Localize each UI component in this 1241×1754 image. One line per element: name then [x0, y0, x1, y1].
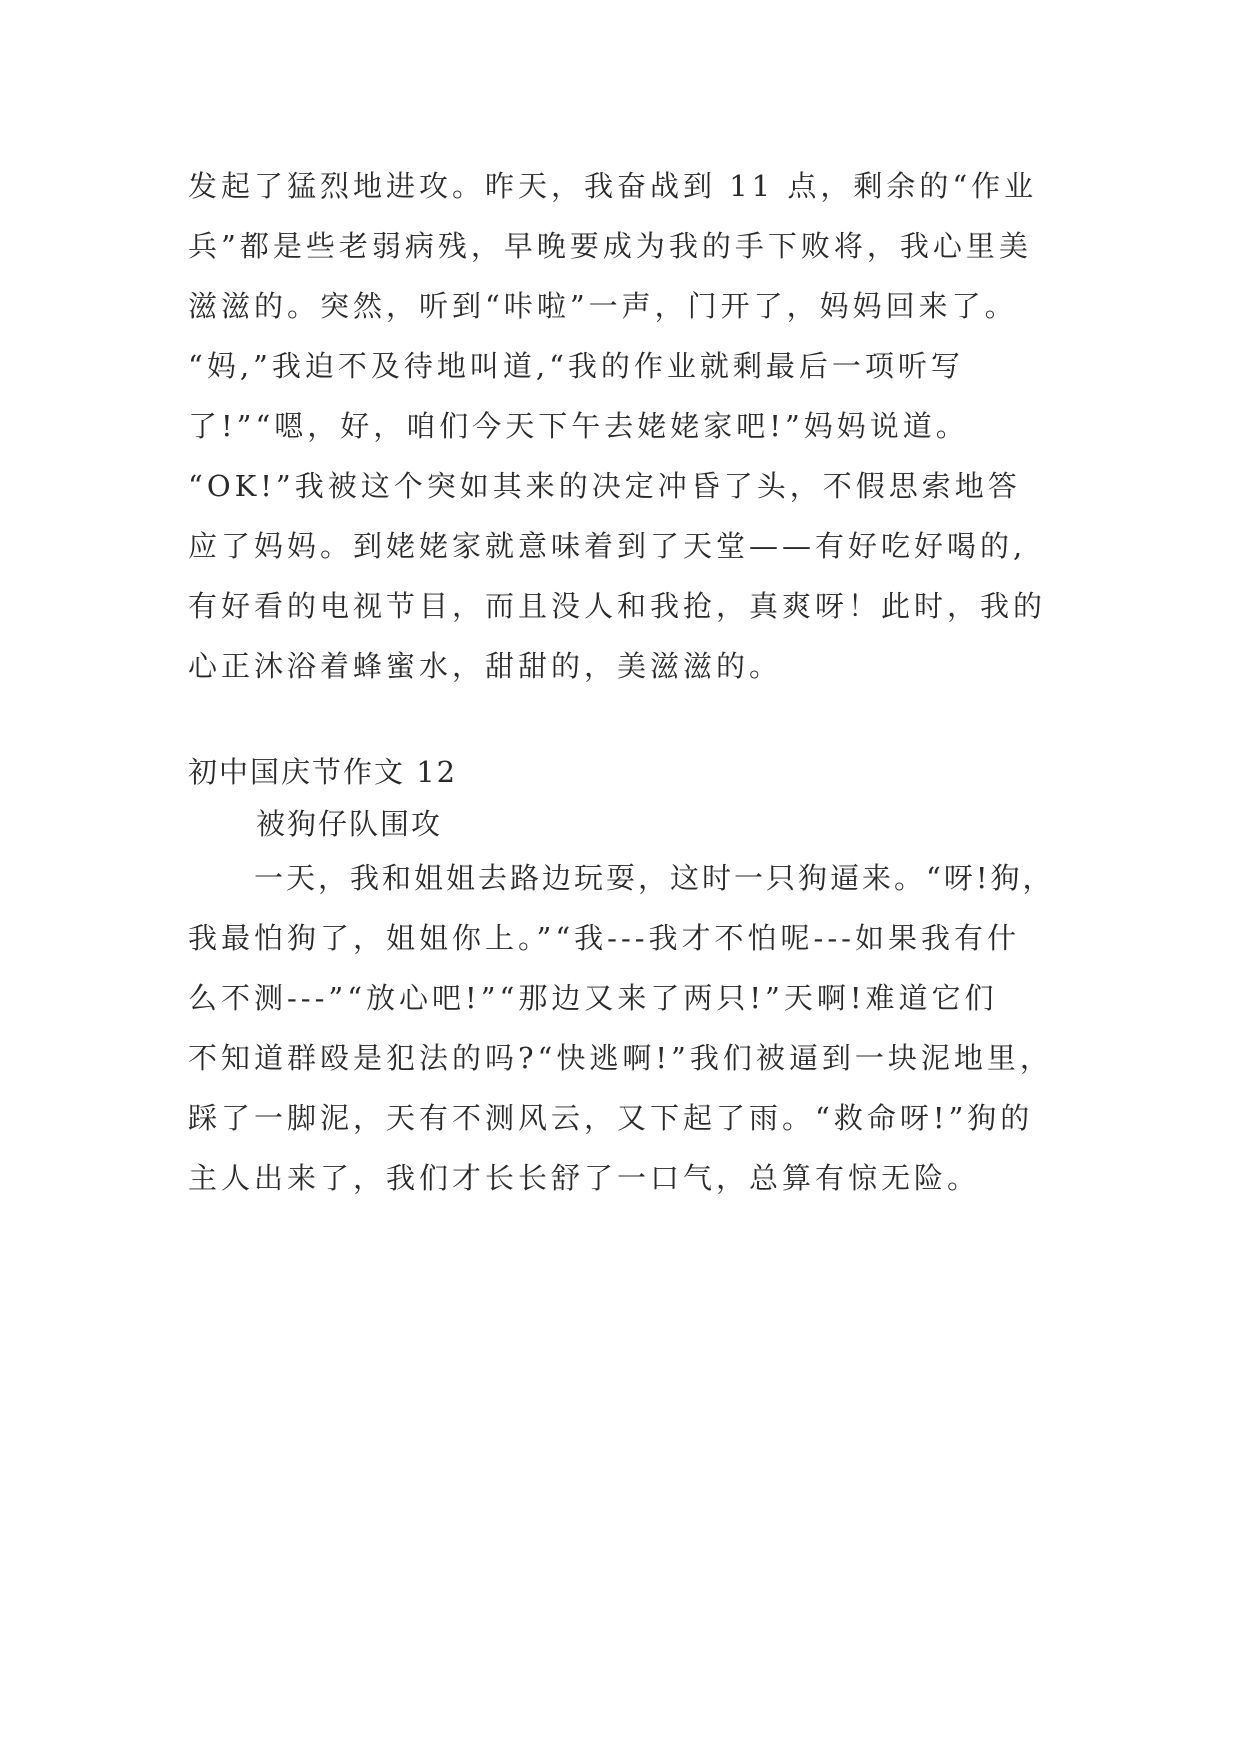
text-line: 应了妈妈。到姥姥家就意味着到了天堂——有好吃好喝的, [188, 529, 1027, 563]
text-line: “妈,”我迫不及待地叫道,“我的作业就剩最后一项听写 [188, 349, 964, 383]
text-line: 么不测---”“放心吧!”“那边又来了两只!”天啊!难道它们 [188, 981, 998, 1015]
text-line: 有好看的电视节目，而且没人和我抢，真爽呀！此时，我的 [188, 589, 1047, 623]
text-line: 发起了猛烈地进攻。昨天，我奋战到 11 点，剩余的“作业 [188, 169, 1038, 203]
text-line: 心正沐浴着蜂蜜水，甜甜的，美滋滋的。 [188, 649, 783, 683]
text-line: “OK!”我被这个突如其来的决定冲昏了头，不假思索地答 [188, 469, 1021, 503]
text-line: 踩了一脚泥，天有不测风云，又下起了雨。“救命呀!”狗的 [188, 1101, 1034, 1135]
essay-heading: 初中国庆节作文 12 [188, 755, 458, 789]
paragraph-2 [188, 848, 1058, 1208]
text-line: 不知道群殴是犯法的吗?“快逃啊!”我们被逼到一块泥地里， [188, 1041, 1053, 1075]
text-line: 兵”都是些老弱病残，早晚要成为我的手下败将，我心里美 [188, 229, 1032, 263]
text-line: 一天，我和姐姐去路边玩耍，这时一只狗逼来。“呀!狗， [254, 861, 1055, 895]
paragraph-1 [188, 156, 1058, 696]
text-line: 主人出来了，我们才长长舒了一口气，总算有惊无险。 [188, 1161, 981, 1195]
text-line: 滋滋的。突然，听到“咔啦”一声，门开了，妈妈回来了。 [188, 289, 1018, 323]
essay-title: 被狗仔队围攻 [256, 807, 443, 841]
text-line: 我最怕狗了，姐姐你上。”“我---我才不怕呢---如果我有什 [188, 921, 1020, 955]
text-line: 了!”“嗯，好，咱们今天下午去姥姥家吧!”妈妈说道。 [188, 409, 969, 443]
